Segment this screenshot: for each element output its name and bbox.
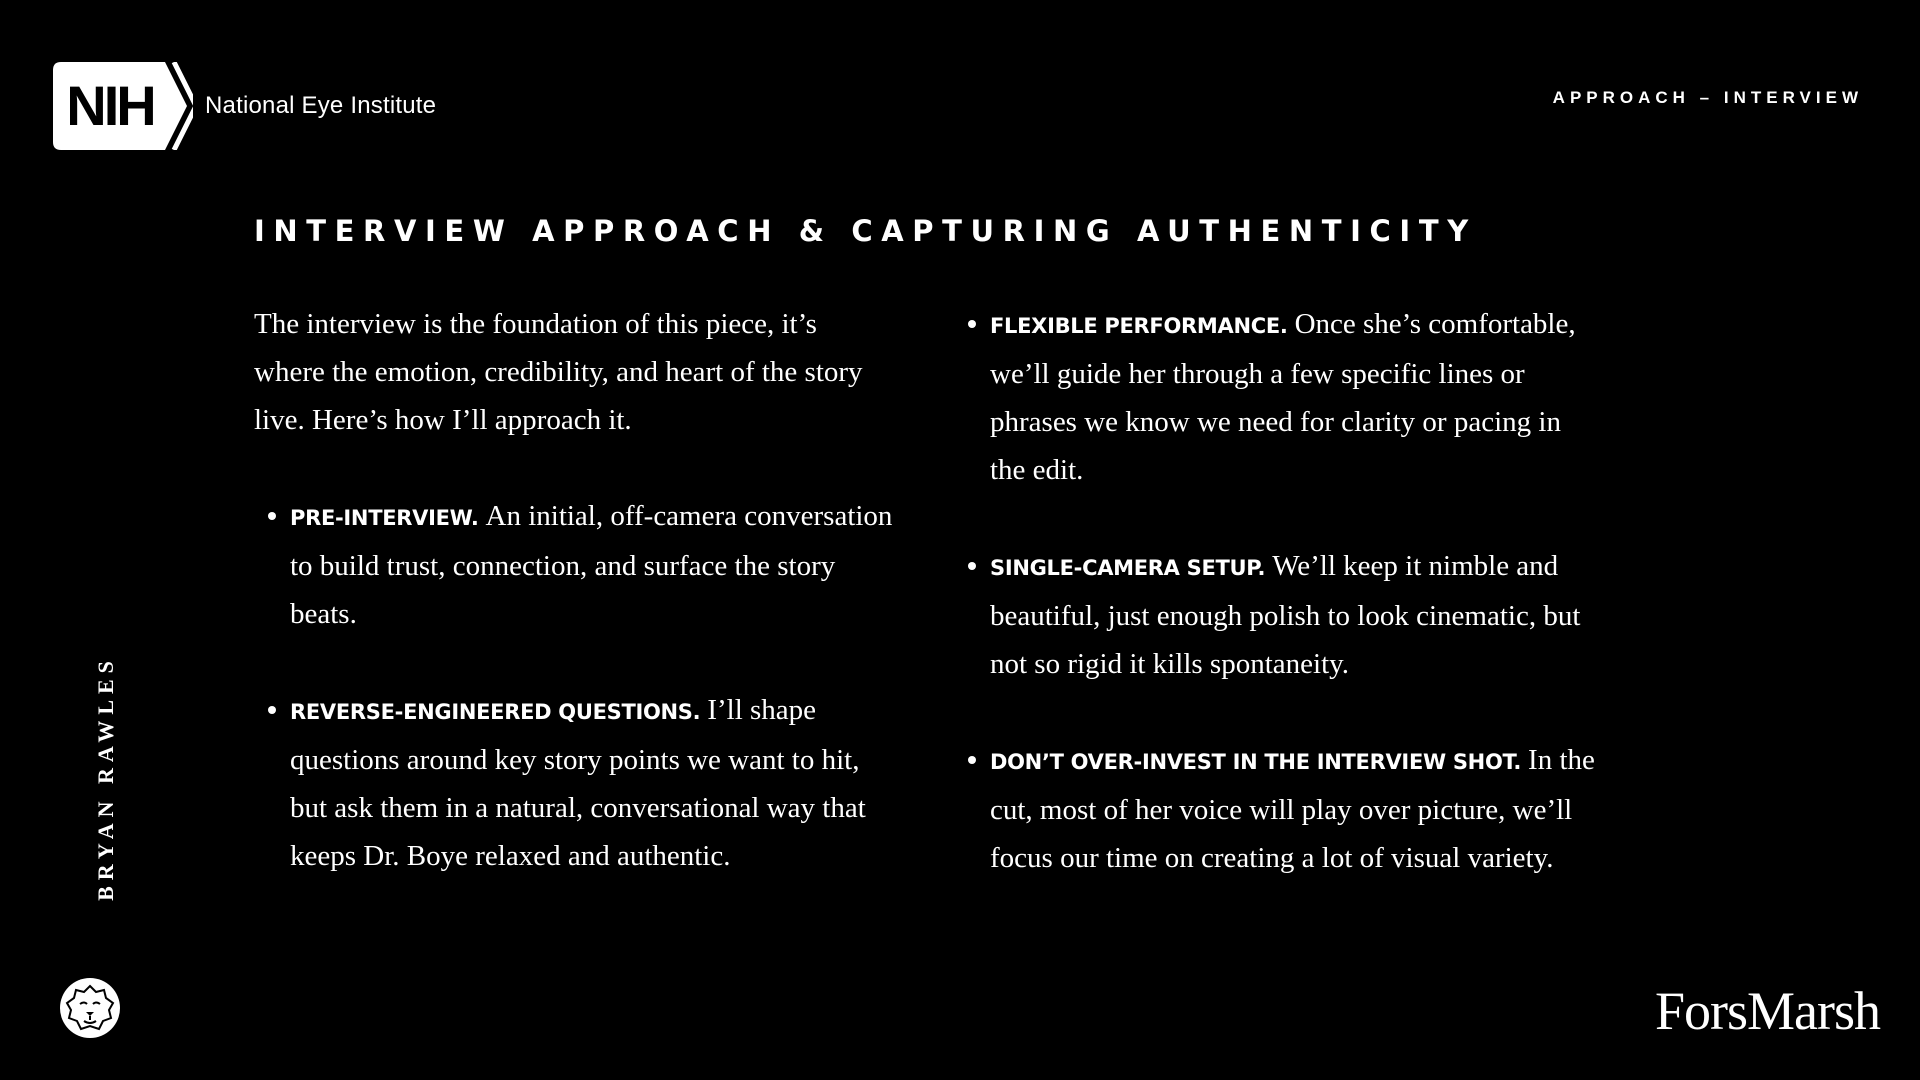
bullet-dot-icon [268, 512, 276, 520]
bullet-flexible-performance [962, 300, 1602, 494]
bullet-title: REVERSE-ENGINEERED QUESTIONS. [290, 700, 708, 724]
bullet-pre-interview [254, 492, 894, 638]
bullet-text: An initial, off-camera conversation to build trust, connection, and surface the story beats. [290, 500, 893, 630]
right-bullet-list [962, 300, 1602, 882]
bullet-title: DON’T OVER-INVEST IN THE INTERVIEW SHOT. [990, 750, 1529, 774]
page-title: INTERVIEW APPROACH & CAPTURING AUTHENTICITY [254, 214, 1477, 248]
bullet-single-camera-setup [962, 542, 1602, 688]
bullet-title: SINGLE-CAMERA SETUP. [990, 556, 1273, 580]
bullet-text: In the cut, most of her voice will play over picture, we’ll focus our time on creating a lot of visual variety. [990, 744, 1595, 874]
intro-paragraph: The interview is the foundation of this piece, it’s where the emotion, credibility, and heart of the story live. Here’s how I’ll approach it. [254, 308, 863, 436]
bullet-title: FLEXIBLE PERFORMANCE. [990, 314, 1295, 338]
bullet-dot-icon [968, 756, 976, 764]
bullet-title: PRE-INTERVIEW. [290, 506, 486, 530]
bullet-text: We’ll keep it nimble and beautiful, just enough polish to look cinematic, but not so rigid it kills spontaneity. [990, 550, 1581, 680]
institute-name: National Eye Institute [205, 92, 437, 119]
left-bullet-list [254, 492, 894, 880]
bullet-dot-icon [268, 706, 276, 714]
forsmarsh-logo: ForsMarsh [1654, 981, 1880, 1041]
left-column [254, 300, 894, 928]
bullet-text: Once she’s comfortable, we’ll guide her through a few specific lines or phrases we know we need for clarity or pacing in the edit. [990, 308, 1576, 486]
nih-logo [53, 62, 436, 150]
bullet-dot-icon [968, 320, 976, 328]
right-column [962, 300, 1602, 930]
bullet-text: I’ll shape questions around key story points we want to hit, but ask them in a natural, conversational way that keeps Dr. Boye relaxed and authentic. [290, 694, 866, 872]
section-label: APPROACH – INTERVIEW [1552, 88, 1863, 107]
bullet-dot-icon [968, 562, 976, 570]
author-name: BRYAN RAWLES [93, 655, 118, 901]
bullet-dont-over-invest [962, 736, 1602, 882]
bullet-reverse-engineered-questions [254, 686, 894, 880]
nih-logo-mark [53, 62, 193, 150]
nih-logo-text: NIH [66, 74, 154, 137]
lion-face-icon [58, 976, 122, 1040]
